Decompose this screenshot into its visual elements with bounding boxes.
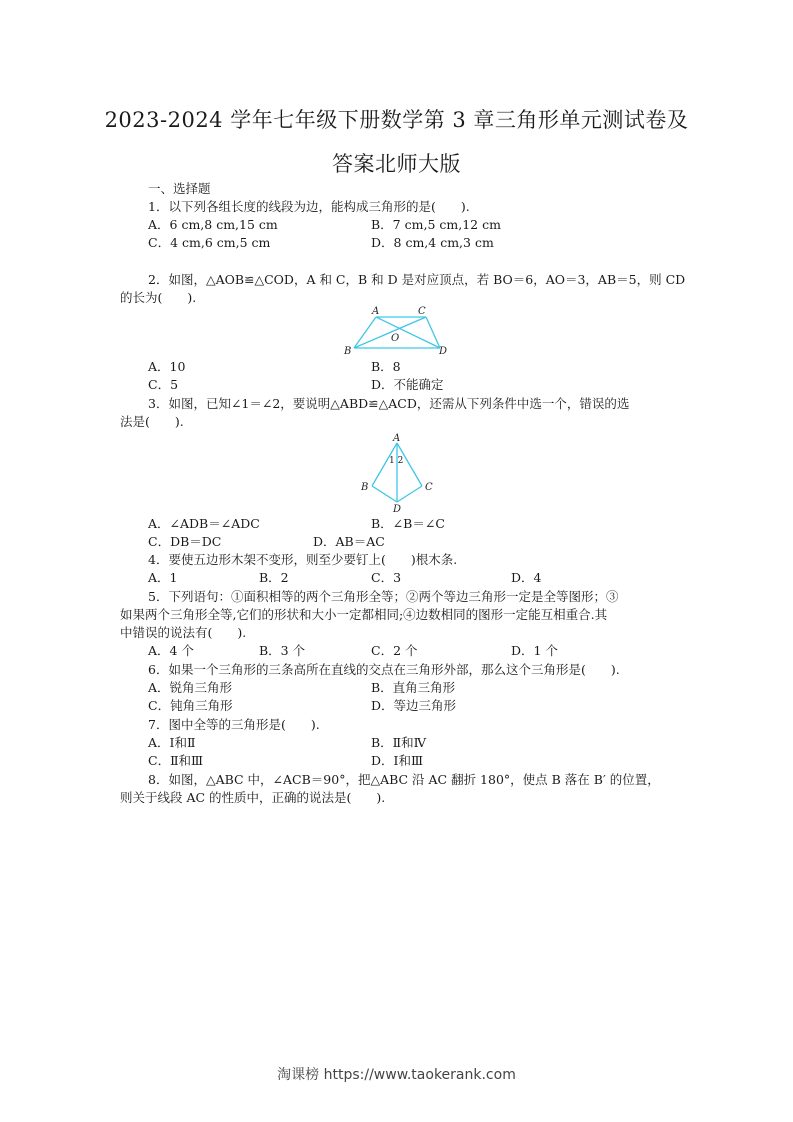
q3-option-b: B．∠B＝∠C xyxy=(371,516,445,531)
q2-label-o: O xyxy=(391,333,400,344)
q2-label-d: D xyxy=(439,346,448,357)
q3-option-c: C．DB＝DC xyxy=(148,534,222,549)
q3-option-d: D．AB＝AC xyxy=(313,534,385,549)
q1-stem: 1．以下列各组长度的线段为边，能构成三角形的是( ). xyxy=(148,199,470,214)
q6-stem: 6．如果一个三角形的三条高所在直线的交点在三角形外部，那么这个三角形是( ). xyxy=(148,662,620,677)
q3-segment-bd xyxy=(372,486,397,502)
q3-label-c: C xyxy=(425,482,433,493)
q2-option-b: B．8 xyxy=(371,359,401,374)
q4-option-d: D．4 xyxy=(511,570,542,585)
document-title-line2: 答案北师大版 xyxy=(332,152,461,176)
q1-option-c: C．4 cm,6 cm,5 cm xyxy=(148,235,271,250)
q5-option-d: D．1 个 xyxy=(511,643,558,658)
q4-option-b: B．2 xyxy=(259,570,289,585)
q3-label-d: D xyxy=(393,504,402,514)
q2-label-c: C xyxy=(418,306,426,317)
q2-label-b: B xyxy=(344,346,352,357)
q6-option-d: D．等边三角形 xyxy=(371,698,457,713)
q2-label-a: A xyxy=(372,306,380,317)
q2-segment-dc xyxy=(426,317,440,348)
q3-label-b: B xyxy=(361,482,369,493)
q6-option-a: A．锐角三角形 xyxy=(148,680,233,695)
q4-option-c: C．3 xyxy=(371,570,402,585)
q2-option-c: C．5 xyxy=(148,377,179,392)
q3-segment-cd xyxy=(397,486,422,502)
q7-stem: 7．图中全等的三角形是( ). xyxy=(148,717,320,732)
q7-option-c: C．Ⅱ和Ⅲ xyxy=(148,753,204,768)
footer-watermark: 淘课榜 https://www.taokerank.com xyxy=(277,1067,516,1083)
q7-option-d: D．Ⅰ和Ⅲ xyxy=(371,753,424,768)
q5-stem-line3: 中错误的说法有( ). xyxy=(120,625,247,640)
q5-option-a: A．4 个 xyxy=(148,643,194,658)
q5-option-b: B．3 个 xyxy=(259,643,306,658)
q3-label-a: A xyxy=(393,433,401,444)
q7-option-b: B．Ⅱ和Ⅳ xyxy=(371,735,427,750)
q2-option-d: D．不能确定 xyxy=(371,377,444,392)
q3-stem-line1: 3．如图，已知∠1＝∠2，要说明△ABD≌△ACD，还需从下列条件中选一个，错误的选 xyxy=(148,396,630,411)
q2-stem-line1: 2．如图，△AOB≌△COD，A 和 C，B 和 D 是对应顶点，若 BO＝6，AO＝3，AB＝5，则 CD xyxy=(148,272,686,287)
q2-figure xyxy=(340,304,455,360)
q7-option-a: A．Ⅰ和Ⅱ xyxy=(148,735,196,750)
q4-option-a: A．1 xyxy=(148,570,178,585)
q2-stem-line2: 的长为( ). xyxy=(120,290,197,305)
q2-segment-ad xyxy=(376,317,440,348)
q3-option-a: A．∠ADB＝∠ADC xyxy=(148,516,260,531)
q3-angle-labels: 1 2 xyxy=(389,456,404,466)
document-title-line1: 2023-2024 学年七年级下册数学第 3 章三角形单元测试卷及 xyxy=(104,108,689,132)
q3-figure xyxy=(356,432,440,514)
q8-stem-line2: 则关于线段 AC 的性质中，正确的说法是( ). xyxy=(120,790,386,805)
q5-stem-line1: 5．下列语句：①面积相等的两个三角形全等；②两个等边三角形一定是全等图形；③ xyxy=(148,589,619,604)
q6-option-b: B．直角三角形 xyxy=(371,680,456,695)
q3-stem-line2: 法是( ). xyxy=(120,414,184,429)
q4-stem: 4．要使五边形木架不变形，则至少要钉上( )根木条. xyxy=(148,552,458,567)
q8-stem-line1: 8．如图，△ABC 中，∠ACB＝90°，把△ABC 沿 AC 翻折 180°，使点 B 落在 B′ 的位置， xyxy=(148,772,660,787)
section-heading: 一、选择题 xyxy=(148,181,211,196)
q2-option-a: A．10 xyxy=(148,359,186,374)
q1-option-d: D．8 cm,4 cm,3 cm xyxy=(371,235,494,250)
q1-option-a: A．6 cm,8 cm,15 cm xyxy=(148,217,278,232)
q5-stem-line2: 如果两个三角形全等,它们的形状和大小一定都相同;④边数相同的图形一定能互相重合.其 xyxy=(120,607,608,622)
q1-option-b: B．7 cm,5 cm,12 cm xyxy=(371,217,501,232)
q5-option-c: C．2 个 xyxy=(371,643,418,658)
q6-option-c: C．钝角三角形 xyxy=(148,698,233,713)
